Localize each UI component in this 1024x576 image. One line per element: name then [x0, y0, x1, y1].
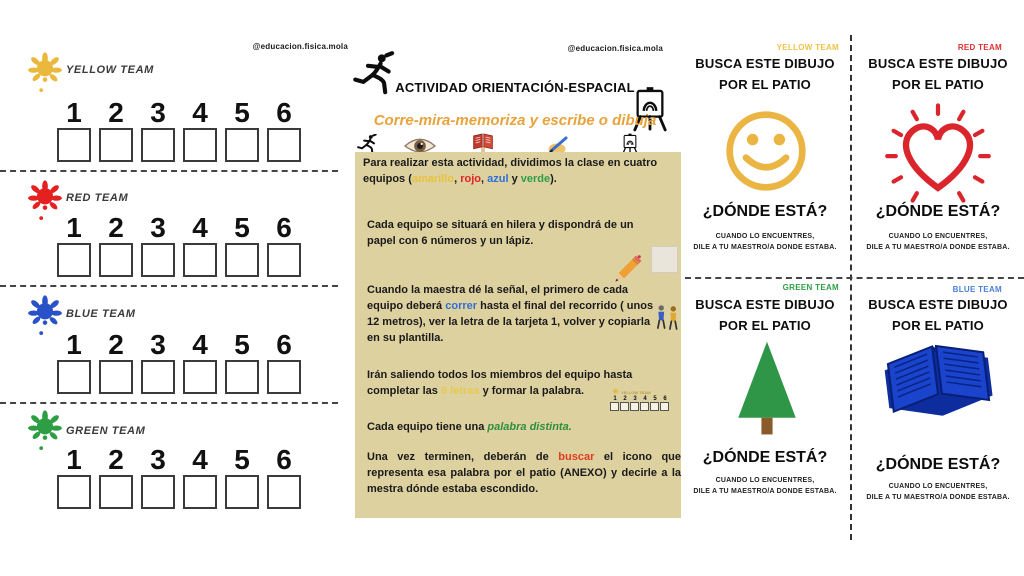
cell-number: 4 [192, 212, 208, 243]
cell-number: 6 [276, 212, 292, 243]
paper-note [651, 246, 678, 273]
cell-number: 5 [234, 212, 250, 243]
answer-box [57, 243, 91, 277]
answer-cell [224, 213, 260, 277]
tree-icon [725, 338, 809, 445]
answer-cell [140, 213, 176, 277]
cell-number: 4 [192, 329, 208, 360]
answer-box [99, 360, 133, 394]
cell-number: 6 [276, 444, 292, 475]
answer-box [141, 360, 175, 394]
instruction-paragraph-5: Cada equipo tiene una palabra distinta. [367, 421, 572, 433]
answer-cells-row [56, 98, 302, 162]
instruction-paragraph-1: Para realizar esta actividad, dividimos la clase en cuatro equipos (amarillo, rojo, azul y verde). [363, 157, 658, 185]
instruction-paragraph-2: Cada equipo se situará en hilera y dispondrá de un papel con 6 números y un lápiz. [367, 219, 634, 247]
activity-subtitle: Corre-mira-memoriza y escribe o dibuja [373, 112, 657, 129]
cell-number: 4 [192, 444, 208, 475]
answer-box [99, 243, 133, 277]
answer-box [99, 475, 133, 509]
instructions-box [355, 152, 681, 518]
answer-box [57, 360, 91, 394]
cell-number: 3 [150, 97, 166, 128]
card-footer: CUANDO LO ENCUENTRES, DILE A TU MAESTRO/A DONDE ESTABA. [866, 233, 1010, 252]
answer-box [183, 360, 217, 394]
paint-splat-icon [26, 52, 64, 99]
mini-team-label: YELLOW TEAM [621, 389, 651, 395]
search-card-red [852, 35, 1024, 277]
answer-cell [224, 445, 260, 509]
answer-cell [140, 445, 176, 509]
answer-cell [140, 98, 176, 162]
cell-number: 1 [66, 97, 82, 128]
cell-number: 1 [66, 444, 82, 475]
answer-cell [224, 330, 260, 394]
answer-box [183, 243, 217, 277]
answer-cell [98, 445, 134, 509]
answer-box [57, 128, 91, 162]
answer-cell [266, 330, 302, 394]
card-footer: CUANDO LO ENCUENTRES, DILE A TU MAESTRO/A DONDE ESTABA. [693, 477, 837, 496]
answer-cell [266, 213, 302, 277]
answer-cells-row [56, 445, 302, 509]
answer-box [141, 243, 175, 277]
cell-number: 2 [108, 329, 124, 360]
answer-box [183, 475, 217, 509]
card-heading: BUSCA ESTE DIBUJO POR EL PATIO [868, 56, 1008, 92]
answer-cell [56, 445, 92, 509]
answer-cell [182, 213, 218, 277]
cell-number: 5 [234, 329, 250, 360]
mini-boxes-row [610, 402, 669, 411]
answer-box [183, 128, 217, 162]
team-name-label: RED TEAM [66, 192, 129, 204]
card-heading: BUSCA ESTE DIBUJO POR EL PATIO [868, 297, 1008, 333]
card-question: ¿DÓNDE ESTÁ? [702, 203, 828, 220]
answer-box [141, 128, 175, 162]
answer-cell [140, 330, 176, 394]
answer-cell [98, 98, 134, 162]
answer-box [141, 475, 175, 509]
team-name-label: GREEN TEAM [66, 425, 146, 437]
people-icons [655, 304, 680, 336]
answer-box [225, 243, 259, 277]
answer-cell [98, 330, 134, 394]
card-footer: CUANDO LO ENCUENTRES, DILE A TU MAESTRO/A DONDE ESTABA. [866, 483, 1010, 502]
search-cards-panel [685, 0, 1024, 576]
answer-box [225, 475, 259, 509]
answer-cell [182, 98, 218, 162]
search-card-blue [852, 278, 1024, 540]
card-team-label: RED TEAM [957, 43, 1002, 52]
answer-cell [98, 213, 134, 277]
answer-box [267, 243, 301, 277]
answer-cell [56, 330, 92, 394]
answer-cells-row [56, 213, 302, 277]
answer-cell [182, 445, 218, 509]
section-divider [0, 285, 338, 287]
card-footer: CUANDO LO ENCUENTRES, DILE A TU MAESTRO/A DONDE ESTABA. [693, 233, 837, 252]
answer-cell [182, 330, 218, 394]
answer-cell [266, 98, 302, 162]
cell-number: 6 [276, 329, 292, 360]
answer-box [267, 475, 301, 509]
cell-number: 1 [66, 212, 82, 243]
card-question: ¿DÓNDE ESTÁ? [702, 449, 828, 466]
answer-box [267, 128, 301, 162]
instagram-handle: @educacion.fisica.mola [567, 44, 663, 53]
instruction-paragraph-4: Irán saliendo todos los miembros del equipo hasta completar las 6 letras y formar la palabra. [367, 369, 633, 397]
cell-number: 2 [108, 444, 124, 475]
answer-cell [224, 98, 260, 162]
card-question: ¿DÓNDE ESTÁ? [875, 456, 1001, 473]
team-name-label: BLUE TEAM [66, 308, 136, 320]
cell-number: 5 [234, 444, 250, 475]
cell-number: 2 [108, 212, 124, 243]
answer-cell [56, 213, 92, 277]
card-team-label: BLUE TEAM [952, 285, 1002, 294]
card-heading: BUSCA ESTE DIBUJO POR EL PATIO [695, 297, 835, 333]
cell-number: 6 [276, 97, 292, 128]
card-question: ¿DÓNDE ESTÁ? [875, 203, 1001, 220]
answer-cell [266, 445, 302, 509]
mini-plantilla-image [610, 388, 670, 411]
answer-box [225, 360, 259, 394]
instructions-panel [345, 0, 685, 576]
search-card-yellow [685, 35, 845, 277]
answer-cell [56, 98, 92, 162]
instagram-handle: @educacion.fisica.mola [252, 42, 348, 51]
cell-number: 5 [234, 97, 250, 128]
cell-number: 3 [150, 329, 166, 360]
card-team-label: GREEN TEAM [782, 283, 839, 292]
mini-numbers-row: 1 2 3 4 5 6 [613, 396, 667, 402]
instruction-paragraph-3: Cuando la maestra dé la señal, el primero de cada equipo deberá correr hasta el final del recorrido ( unos 12 metros), ver la letra de la tarjeta 1, volver y copiarla en su plantilla. [367, 284, 654, 344]
cell-number: 2 [108, 97, 124, 128]
answer-cells-row [56, 330, 302, 394]
cell-number: 3 [150, 444, 166, 475]
mini-plantilla-header [612, 388, 651, 396]
book-icon [878, 330, 998, 430]
answer-box [99, 128, 133, 162]
section-divider [0, 402, 338, 404]
cell-number: 1 [66, 329, 82, 360]
search-card-green [685, 278, 845, 540]
team-sheets-panel [0, 0, 348, 576]
answer-box [57, 475, 91, 509]
answer-box [267, 360, 301, 394]
section-divider [0, 170, 338, 172]
smiley-icon [723, 108, 809, 199]
cell-number: 4 [192, 97, 208, 128]
runner-icon [353, 50, 399, 105]
team-name-label: YELLOW TEAM [66, 64, 154, 76]
card-heading: BUSCA ESTE DIBUJO POR EL PATIO [695, 56, 835, 92]
activity-title: ACTIVIDAD ORIENTACIÓN-ESPACIAL [395, 80, 635, 95]
heart-icon [884, 97, 992, 214]
answer-box [225, 128, 259, 162]
cell-number: 3 [150, 212, 166, 243]
instruction-paragraph-6: Una vez terminen, deberán de buscar el icono que representa esa palabra por el patio (ANEXO) y decirle a la mestra dónde estaba escondido. [367, 451, 681, 495]
card-team-label: YELLOW TEAM [776, 43, 839, 52]
